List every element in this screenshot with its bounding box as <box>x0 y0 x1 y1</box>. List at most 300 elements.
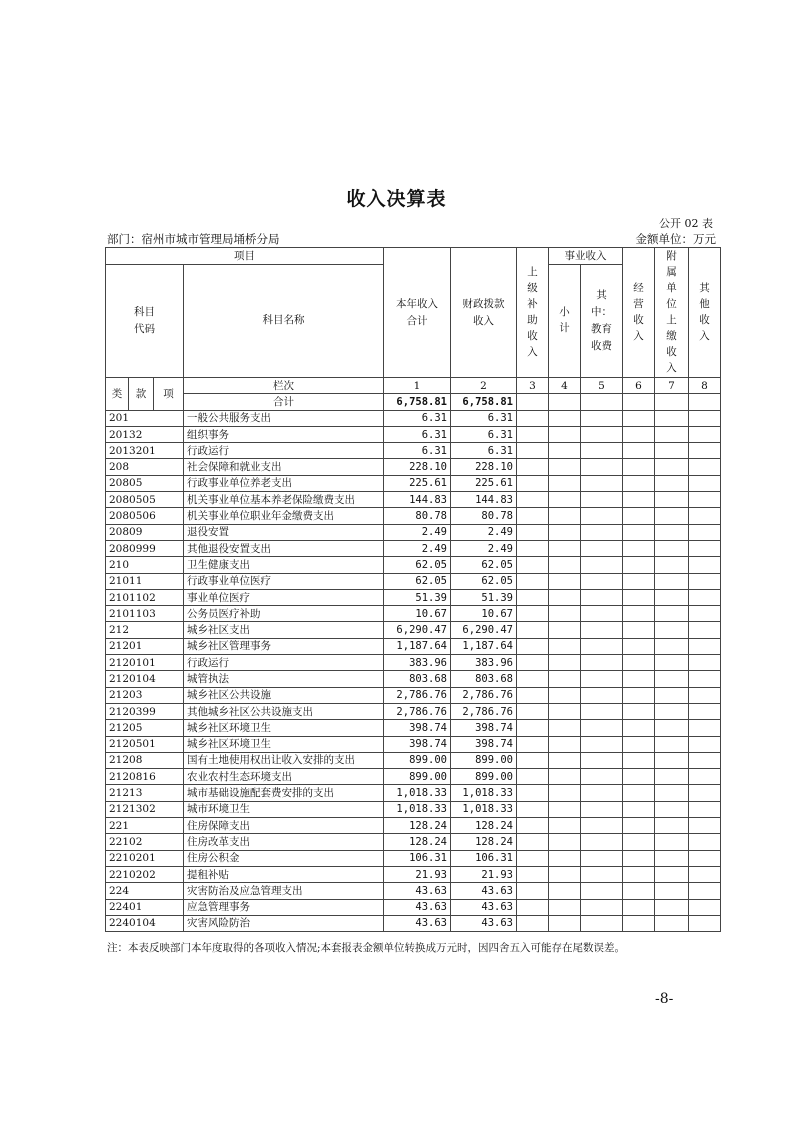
row-col4 <box>549 801 581 817</box>
row-col5 <box>581 459 623 475</box>
row-col3 <box>517 655 549 671</box>
table-row <box>106 524 721 540</box>
row-col6 <box>623 606 655 622</box>
row-code: 21213 <box>106 785 184 801</box>
row-name: 城市环境卫生 <box>184 801 384 817</box>
row-name: 退役安置 <box>184 524 384 540</box>
page-number: -8- <box>655 991 674 1007</box>
row-code: 21011 <box>106 573 184 589</box>
row-col7 <box>655 655 689 671</box>
header-business: 事业收入 <box>549 248 623 265</box>
col-number: 2 <box>451 378 517 394</box>
row-col2: 899.00 <box>451 769 517 785</box>
department-label: 部门：宿州市城市管理局埇桥分局 <box>107 232 280 246</box>
amount-unit-label: 金额单位：万元 <box>635 232 716 246</box>
row-code: 20132 <box>106 426 184 442</box>
row-col1: 383.96 <box>384 655 451 671</box>
row-col5 <box>581 638 623 654</box>
row-col7 <box>655 638 689 654</box>
col-number: 6 <box>623 378 655 394</box>
row-col6 <box>623 655 655 671</box>
row-col8 <box>689 655 721 671</box>
row-col4 <box>549 410 581 426</box>
row-code: 2120816 <box>106 769 184 785</box>
row-col7 <box>655 801 689 817</box>
row-col8 <box>689 769 721 785</box>
row-col5 <box>581 443 623 459</box>
table-row <box>106 655 721 671</box>
row-col4 <box>549 475 581 491</box>
row-col8 <box>689 622 721 638</box>
row-name: 事业单位医疗 <box>184 589 384 605</box>
row-name: 公务员医疗补助 <box>184 606 384 622</box>
table-row <box>106 475 721 491</box>
row-col7 <box>655 426 689 442</box>
table-row <box>106 671 721 687</box>
row-name: 住房保障支出 <box>184 818 384 834</box>
row-col5 <box>581 524 623 540</box>
row-col8 <box>689 687 721 703</box>
row-col3 <box>517 736 549 752</box>
row-col4 <box>549 785 581 801</box>
row-col8 <box>689 671 721 687</box>
row-col7 <box>655 524 689 540</box>
row-col3 <box>517 883 549 899</box>
row-col2: 10.67 <box>451 606 517 622</box>
row-col1: 62.05 <box>384 573 451 589</box>
table-row <box>106 818 721 834</box>
row-col5 <box>581 883 623 899</box>
row-col4 <box>549 671 581 687</box>
row-col7 <box>655 883 689 899</box>
row-col7 <box>655 492 689 508</box>
header-col7: 附属单位上缴收入 <box>655 248 689 378</box>
row-col1: 10.67 <box>384 606 451 622</box>
row-col4 <box>549 540 581 556</box>
row-col7 <box>655 899 689 915</box>
row-col2: 1,018.33 <box>451 801 517 817</box>
row-col8 <box>689 752 721 768</box>
row-col2: 2,786.76 <box>451 687 517 703</box>
row-code: 2240104 <box>106 915 184 931</box>
table-row <box>106 589 721 605</box>
row-col1: 398.74 <box>384 736 451 752</box>
row-col8 <box>689 850 721 866</box>
row-col8 <box>689 703 721 719</box>
row-col3 <box>517 475 549 491</box>
row-col4 <box>549 557 581 573</box>
row-col2: 21.93 <box>451 866 517 882</box>
row-col3 <box>517 818 549 834</box>
row-col4 <box>549 622 581 638</box>
row-col4 <box>549 720 581 736</box>
row-col4 <box>549 589 581 605</box>
row-col7 <box>655 410 689 426</box>
row-col8 <box>689 410 721 426</box>
table-row <box>106 736 721 752</box>
row-code: 2210201 <box>106 850 184 866</box>
row-col6 <box>623 703 655 719</box>
row-col2: 6,290.47 <box>451 622 517 638</box>
row-col8 <box>689 475 721 491</box>
header-lei: 类 <box>106 378 129 411</box>
row-col4 <box>549 443 581 459</box>
row-col2: 2.49 <box>451 524 517 540</box>
table-row <box>106 752 721 768</box>
row-name: 行政事业单位养老支出 <box>184 475 384 491</box>
row-col8 <box>689 638 721 654</box>
row-col4 <box>549 915 581 931</box>
header-lanci: 栏次 <box>184 378 384 394</box>
row-col6 <box>623 752 655 768</box>
row-col3 <box>517 752 549 768</box>
row-col6 <box>623 410 655 426</box>
row-col3 <box>517 687 549 703</box>
row-name: 卫生健康支出 <box>184 557 384 573</box>
row-col4 <box>549 459 581 475</box>
row-col1: 43.63 <box>384 915 451 931</box>
table-row <box>106 410 721 426</box>
row-code: 2101103 <box>106 606 184 622</box>
row-col1: 6,290.47 <box>384 622 451 638</box>
row-col8 <box>689 492 721 508</box>
row-col1: 225.61 <box>384 475 451 491</box>
total-row <box>106 394 721 410</box>
row-col4 <box>549 492 581 508</box>
row-name: 住房公积金 <box>184 850 384 866</box>
row-col7 <box>655 459 689 475</box>
row-col3 <box>517 573 549 589</box>
form-number: 公开 02 表 <box>659 217 713 230</box>
row-col6 <box>623 573 655 589</box>
row-col3 <box>517 443 549 459</box>
table-row <box>106 492 721 508</box>
row-col5 <box>581 703 623 719</box>
row-col1: 128.24 <box>384 818 451 834</box>
header-col8: 其他收入 <box>689 248 721 378</box>
row-col2: 899.00 <box>451 752 517 768</box>
row-col1: 43.63 <box>384 883 451 899</box>
row-code: 22401 <box>106 899 184 915</box>
row-col2: 80.78 <box>451 508 517 524</box>
row-col5 <box>581 850 623 866</box>
row-col3 <box>517 720 549 736</box>
row-col3 <box>517 606 549 622</box>
row-code: 212 <box>106 622 184 638</box>
header-col4: 小计 <box>549 264 581 377</box>
row-col1: 51.39 <box>384 589 451 605</box>
row-col6 <box>623 622 655 638</box>
row-col4 <box>549 426 581 442</box>
row-col4 <box>549 834 581 850</box>
row-col5 <box>581 426 623 442</box>
table-row <box>106 443 721 459</box>
row-name: 城乡社区管理事务 <box>184 638 384 654</box>
row-col4 <box>549 850 581 866</box>
row-name: 一般公共服务支出 <box>184 410 384 426</box>
table-row <box>106 834 721 850</box>
row-col4 <box>549 638 581 654</box>
row-col3 <box>517 410 549 426</box>
row-col6 <box>623 426 655 442</box>
row-col2: 1,187.64 <box>451 638 517 654</box>
row-col5 <box>581 410 623 426</box>
row-col2: 62.05 <box>451 573 517 589</box>
row-name: 城乡社区公共设施 <box>184 687 384 703</box>
row-col5 <box>581 557 623 573</box>
row-col2: 43.63 <box>451 883 517 899</box>
row-col1: 2.49 <box>384 540 451 556</box>
row-col6 <box>623 899 655 915</box>
table-row <box>106 720 721 736</box>
row-name: 其他退役安置支出 <box>184 540 384 556</box>
row-code: 2210202 <box>106 866 184 882</box>
row-code: 2080999 <box>106 540 184 556</box>
row-col8 <box>689 915 721 931</box>
row-name: 国有土地使用权出让收入安排的支出 <box>184 752 384 768</box>
row-col4 <box>549 899 581 915</box>
row-col4 <box>549 866 581 882</box>
row-col7 <box>655 785 689 801</box>
row-col7 <box>655 752 689 768</box>
row-name: 行政事业单位医疗 <box>184 573 384 589</box>
row-col8 <box>689 557 721 573</box>
row-col5 <box>581 752 623 768</box>
row-code: 2120399 <box>106 703 184 719</box>
row-col5 <box>581 540 623 556</box>
row-col7 <box>655 850 689 866</box>
row-code: 21208 <box>106 752 184 768</box>
row-col2: 43.63 <box>451 899 517 915</box>
row-code: 2121302 <box>106 801 184 817</box>
row-col3 <box>517 622 549 638</box>
row-code: 20805 <box>106 475 184 491</box>
row-col6 <box>623 736 655 752</box>
row-col2: 144.83 <box>451 492 517 508</box>
table-row <box>106 850 721 866</box>
table-row <box>106 540 721 556</box>
row-col6 <box>623 915 655 931</box>
row-col8 <box>689 866 721 882</box>
row-col7 <box>655 573 689 589</box>
row-col1: 144.83 <box>384 492 451 508</box>
row-col3 <box>517 785 549 801</box>
row-code: 208 <box>106 459 184 475</box>
row-code: 210 <box>106 557 184 573</box>
row-name: 机关事业单位职业年金缴费支出 <box>184 508 384 524</box>
row-col6 <box>623 769 655 785</box>
header-col5: 其中：教育收费 <box>581 264 623 377</box>
row-col2: 1,018.33 <box>451 785 517 801</box>
row-col6 <box>623 801 655 817</box>
row-col6 <box>623 475 655 491</box>
table-row <box>106 638 721 654</box>
header-col3: 上级补助收入 <box>517 248 549 378</box>
income-table <box>105 247 721 932</box>
row-col1: 899.00 <box>384 752 451 768</box>
row-name: 行政运行 <box>184 655 384 671</box>
row-col6 <box>623 443 655 459</box>
row-col4 <box>549 769 581 785</box>
row-name: 灾害防治及应急管理支出 <box>184 883 384 899</box>
row-col4 <box>549 703 581 719</box>
row-code: 2101102 <box>106 589 184 605</box>
row-col3 <box>517 671 549 687</box>
row-col6 <box>623 785 655 801</box>
table-row <box>106 459 721 475</box>
row-col3 <box>517 426 549 442</box>
row-col5 <box>581 622 623 638</box>
row-code: 2080506 <box>106 508 184 524</box>
row-name: 城市基础设施配套费安排的支出 <box>184 785 384 801</box>
table-row <box>106 703 721 719</box>
row-col2: 398.74 <box>451 720 517 736</box>
row-col6 <box>623 834 655 850</box>
total-label: 合计 <box>184 394 384 410</box>
row-col8 <box>689 459 721 475</box>
row-col7 <box>655 703 689 719</box>
row-col8 <box>689 834 721 850</box>
col-number: 3 <box>517 378 549 394</box>
row-col6 <box>623 638 655 654</box>
row-col4 <box>549 736 581 752</box>
row-col7 <box>655 915 689 931</box>
row-col3 <box>517 508 549 524</box>
row-col8 <box>689 443 721 459</box>
row-code: 224 <box>106 883 184 899</box>
row-col4 <box>549 573 581 589</box>
row-col1: 228.10 <box>384 459 451 475</box>
row-col1: 803.68 <box>384 671 451 687</box>
row-col2: 6.31 <box>451 443 517 459</box>
row-col7 <box>655 606 689 622</box>
table-row <box>106 508 721 524</box>
row-col7 <box>655 687 689 703</box>
row-col8 <box>689 540 721 556</box>
row-col5 <box>581 818 623 834</box>
row-col3 <box>517 589 549 605</box>
row-col1: 899.00 <box>384 769 451 785</box>
row-col5 <box>581 687 623 703</box>
row-name: 住房改革支出 <box>184 834 384 850</box>
row-col6 <box>623 671 655 687</box>
row-col5 <box>581 769 623 785</box>
row-col8 <box>689 785 721 801</box>
table-row <box>106 801 721 817</box>
row-col1: 6.31 <box>384 410 451 426</box>
row-col7 <box>655 866 689 882</box>
row-col2: 51.39 <box>451 589 517 605</box>
row-col5 <box>581 720 623 736</box>
row-col6 <box>623 866 655 882</box>
row-col1: 1,018.33 <box>384 785 451 801</box>
row-col8 <box>689 736 721 752</box>
row-code: 2120501 <box>106 736 184 752</box>
row-col5 <box>581 589 623 605</box>
row-col5 <box>581 899 623 915</box>
total-col2: 6,758.81 <box>451 394 517 410</box>
row-col5 <box>581 492 623 508</box>
header-col6: 经营收入 <box>623 248 655 378</box>
table-row <box>106 426 721 442</box>
row-col8 <box>689 589 721 605</box>
row-col2: 2.49 <box>451 540 517 556</box>
table-row <box>106 866 721 882</box>
row-col8 <box>689 818 721 834</box>
row-code: 2120104 <box>106 671 184 687</box>
row-col8 <box>689 606 721 622</box>
row-col2: 43.63 <box>451 915 517 931</box>
row-col2: 6.31 <box>451 426 517 442</box>
row-name: 城乡社区环境卫生 <box>184 736 384 752</box>
row-code: 21201 <box>106 638 184 654</box>
header-item: 项目 <box>106 248 384 265</box>
row-col5 <box>581 866 623 882</box>
row-col2: 2,786.76 <box>451 703 517 719</box>
row-code: 2080505 <box>106 492 184 508</box>
header-code: 科目代码 <box>106 264 184 377</box>
row-col3 <box>517 540 549 556</box>
row-col7 <box>655 834 689 850</box>
row-col4 <box>549 883 581 899</box>
row-col5 <box>581 801 623 817</box>
row-col2: 225.61 <box>451 475 517 491</box>
row-name: 农业农村生态环境支出 <box>184 769 384 785</box>
row-col6 <box>623 589 655 605</box>
col-number: 7 <box>655 378 689 394</box>
row-col8 <box>689 801 721 817</box>
row-name: 城乡社区支出 <box>184 622 384 638</box>
row-code: 201 <box>106 410 184 426</box>
row-col1: 2,786.76 <box>384 703 451 719</box>
row-code: 2120101 <box>106 655 184 671</box>
table-row <box>106 606 721 622</box>
row-col5 <box>581 508 623 524</box>
row-col7 <box>655 589 689 605</box>
row-col5 <box>581 834 623 850</box>
row-col5 <box>581 785 623 801</box>
row-col5 <box>581 573 623 589</box>
row-col3 <box>517 492 549 508</box>
row-col2: 398.74 <box>451 736 517 752</box>
row-col6 <box>623 524 655 540</box>
row-col6 <box>623 687 655 703</box>
row-col1: 62.05 <box>384 557 451 573</box>
row-col2: 106.31 <box>451 850 517 866</box>
table-row <box>106 557 721 573</box>
row-col5 <box>581 671 623 687</box>
row-col6 <box>623 818 655 834</box>
row-col2: 128.24 <box>451 818 517 834</box>
row-col7 <box>655 818 689 834</box>
row-col1: 2.49 <box>384 524 451 540</box>
row-col1: 43.63 <box>384 899 451 915</box>
row-col2: 228.10 <box>451 459 517 475</box>
row-col8 <box>689 573 721 589</box>
header-col2: 财政拨款收入 <box>451 248 517 378</box>
row-col1: 398.74 <box>384 720 451 736</box>
row-col3 <box>517 459 549 475</box>
row-col5 <box>581 655 623 671</box>
row-col5 <box>581 475 623 491</box>
row-col5 <box>581 606 623 622</box>
row-code: 2013201 <box>106 443 184 459</box>
row-col2: 383.96 <box>451 655 517 671</box>
row-col3 <box>517 524 549 540</box>
row-col3 <box>517 834 549 850</box>
header-xiang: 项 <box>154 378 184 411</box>
row-name: 机关事业单位基本养老保险缴费支出 <box>184 492 384 508</box>
